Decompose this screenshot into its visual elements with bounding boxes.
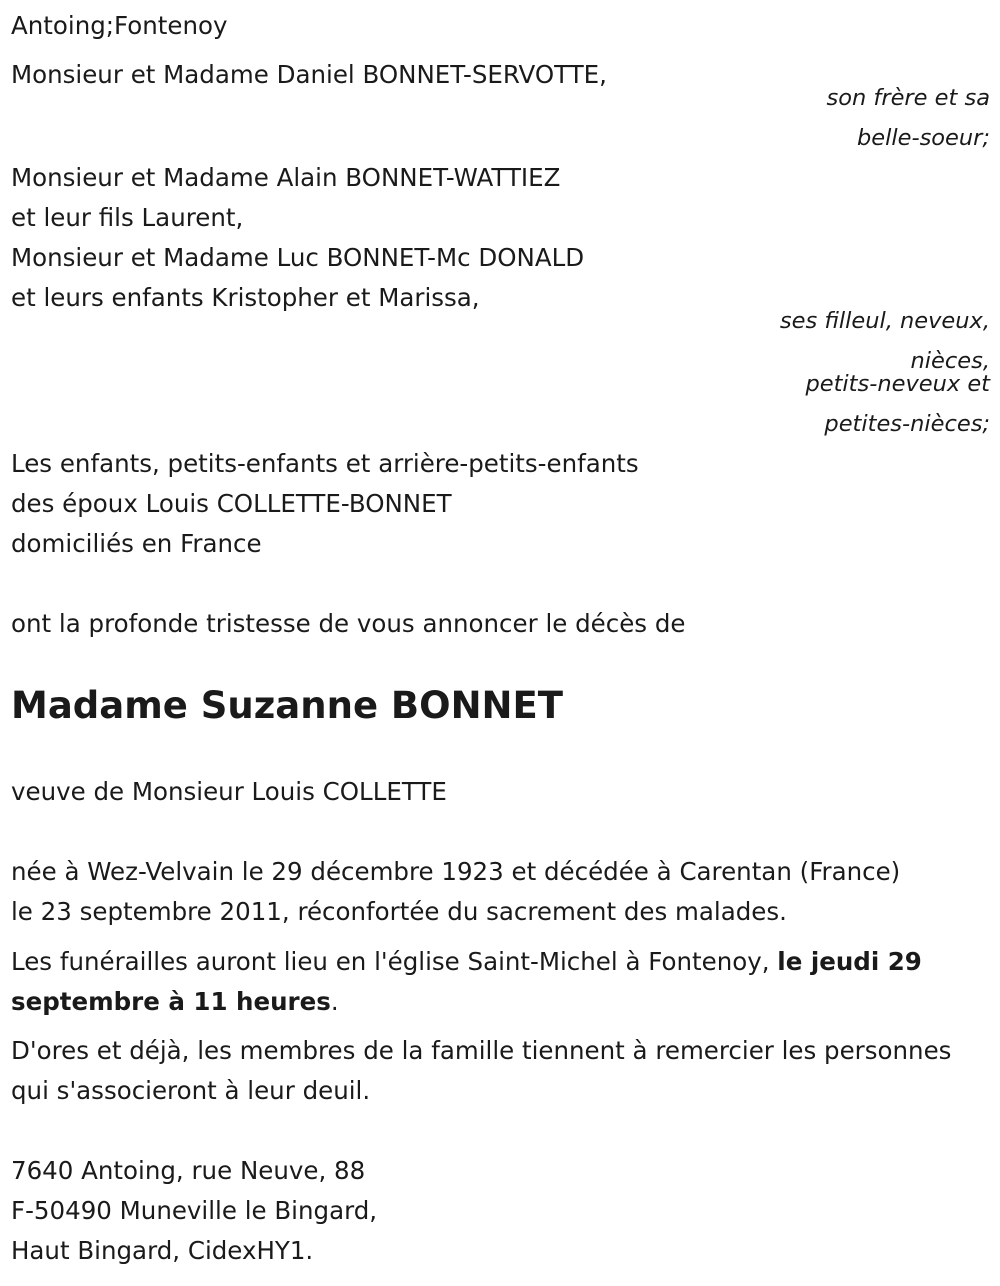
thanks-text: D'ores et déjà, les membres de la famille tiennent à remercier les personnes qui s'associeront à leur deuil. <box>11 1036 952 1105</box>
funeral-date: le jeudi 29 septembre à 11 heures <box>11 947 922 1016</box>
family-line: Monsieur et Madame Alain BONNET-WATTIEZ <box>11 163 561 192</box>
relation-text: nièces, <box>910 348 990 374</box>
family-line: et leurs enfants Kristopher et Marissa, <box>11 283 480 312</box>
header-location: Antoing;Fontenoy <box>11 11 228 40</box>
funeral-text-end: . <box>330 987 339 1016</box>
relation-text: ses filleul, neveux, <box>779 308 990 334</box>
announcement-text: ont la profonde tristesse de vous annoncer le décès de <box>11 609 686 638</box>
family-line: Monsieur et Madame Daniel BONNET-SERVOTTE, <box>11 60 607 89</box>
address-line: F-50490 Muneville le Bingard, <box>11 1196 378 1225</box>
family-line: et leur fils Laurent, <box>11 203 244 232</box>
family-line: Monsieur et Madame Luc BONNET-Mc DONALD <box>11 243 585 272</box>
birth-death-text: née à Wez-Velvain le 29 décembre 1923 et décédée à Carentan (France) <box>11 857 901 886</box>
relation-text: son frère et sa <box>826 85 990 111</box>
birth-death-text: le 23 septembre 2011, réconfortée du sacrement des malades. <box>11 897 787 926</box>
relation-text: belle-soeur; <box>856 125 990 151</box>
address-line: Haut Bingard, CidexHY1. <box>11 1236 314 1265</box>
widow-of-text: veuve de Monsieur Louis COLLETTE <box>11 777 447 806</box>
relation-text: petites-nièces; <box>824 411 990 437</box>
family-line: domiciliés en France <box>11 529 262 558</box>
address-line: 7640 Antoing, rue Neuve, 88 <box>11 1156 366 1185</box>
family-line: Les enfants, petits-enfants et arrière-petits-enfants <box>11 449 639 478</box>
family-line: des époux Louis COLLETTE-BONNET <box>11 489 452 518</box>
funeral-text <box>11 942 986 1022</box>
deceased-name: Madame Suzanne BONNET <box>11 684 564 727</box>
relation-text: petits-neveux et <box>805 371 990 397</box>
funeral-text-intro: Les funérailles auront lieu en l'église Saint-Michel à Fontenoy, <box>11 947 778 976</box>
